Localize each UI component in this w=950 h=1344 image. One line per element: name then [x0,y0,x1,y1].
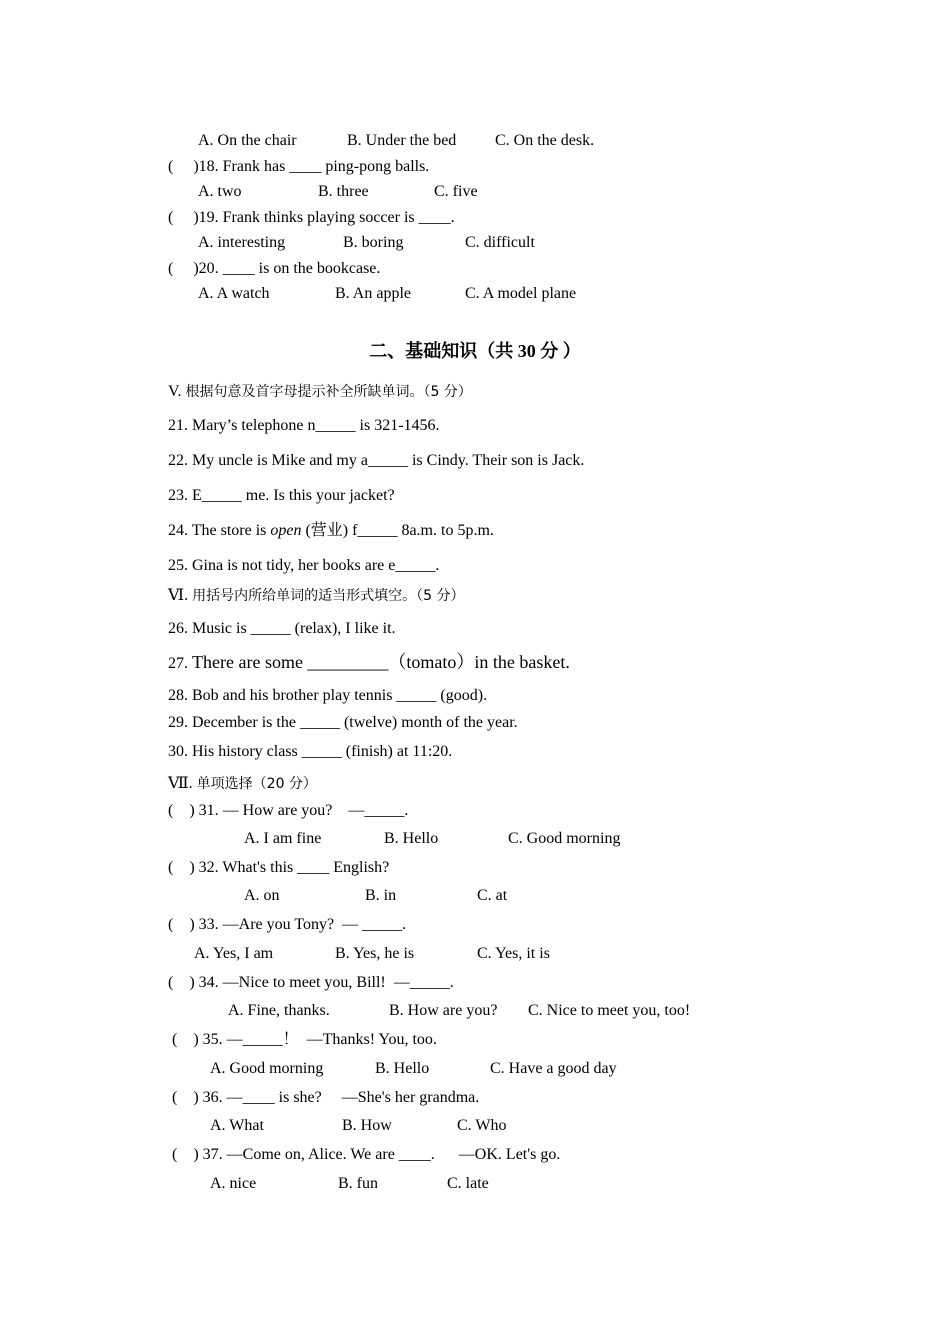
q33-option-b: B. Yes, he is [335,945,415,962]
q37-stem: ( ) 37. —Come on, Alice. We are ____. —OK. Let's go. [172,1146,561,1163]
q35-option-a: A. Good morning [210,1060,324,1077]
part6-heading-roman: Ⅵ. [168,587,193,604]
q33-stem: ( ) 33. —Are you Tony? — _____. [168,916,407,933]
q27-num: 27. [168,655,192,672]
q36-option-b: B. How [342,1117,392,1134]
part7-heading-roman: Ⅶ. [168,775,197,792]
q23: 23. E_____ me. Is this your jacket? [168,487,395,504]
q34-option-b: B. How are you? [389,1002,498,1019]
q31-option-a: A. I am fine [244,830,322,847]
part5-heading [168,382,472,402]
q37-option-a: A. nice [210,1175,257,1192]
q18-stem: ( )18. Frank has ____ ping-pong balls. [168,158,430,175]
q35-option-b: B. Hello [375,1060,430,1077]
q27-text: There are some _________（tomato）in the basket. [192,652,570,672]
q20-stem: ( )20. ____ is on the bookcase. [168,260,381,277]
q20-option-a: A. A watch [198,285,270,302]
q30: 30. His history class _____ (finish) at 11:20. [168,743,453,760]
q24-pre: 24. The store is [168,522,271,539]
q35-stem: ( ) 35. —_____！ —Thanks! You, too. [172,1031,437,1048]
q21: 21. Mary’s telephone n_____ is 321-1456. [168,417,440,434]
q26: 26. Music is _____ (relax), I like it. [168,620,396,637]
q24-post: (营业) f_____ 8a.m. to 5p.m. [301,522,494,539]
part7-heading [168,774,317,794]
q19-option-c: C. difficult [465,234,535,251]
q28: 28. Bob and his brother play tennis _____ (good). [168,687,488,704]
part7-heading-text: 单项选择（20 分） [196,776,317,792]
q17-option-a: A. On the chair [198,132,297,149]
q34-option-a: A. Fine, thanks. [228,1002,330,1019]
q36-stem: ( ) 36. —____ is she? —She's her grandma. [172,1089,480,1106]
q19-option-b: B. boring [343,234,404,251]
q37-option-b: B. fun [338,1175,378,1192]
q37-option-c: C. late [447,1175,489,1192]
q20-option-c: C. A model plane [465,285,577,302]
section-title: 二、基础知识（共 30 分 ） [369,341,581,361]
q33-option-a: A. Yes, I am [194,945,274,962]
q18-option-c: C. five [434,183,478,200]
q22: 22. My uncle is Mike and my a_____ is Cindy. Their son is Jack. [168,452,585,469]
q33-option-c: C. Yes, it is [477,945,550,962]
part6-heading-text: 用括号内所给单词的适当形式填空。（5 分） [192,588,465,604]
q31-stem: ( ) 31. — How are you? —_____. [168,802,409,819]
q31-option-c: C. Good morning [508,830,621,847]
q36-option-c: C. Who [457,1117,507,1134]
q17-option-b: B. Under the bed [347,132,457,149]
q32-stem: ( ) 32. What's this ____ English? [168,859,390,876]
q17-option-c: C. On the desk. [495,132,595,149]
q32-option-c: C. at [477,887,508,904]
q29: 29. December is the _____ (twelve) month of the year. [168,714,518,731]
q35-option-c: C. Have a good day [490,1060,617,1077]
q34-stem: ( ) 34. —Nice to meet you, Bill! —_____. [168,974,454,991]
q24 [168,521,494,541]
q32-option-a: A. on [244,887,280,904]
q27 [168,652,570,674]
q20-option-b: B. An apple [335,285,411,302]
q19-option-a: A. interesting [198,234,286,251]
q25: 25. Gina is not tidy, her books are e_____. [168,557,440,574]
part6-heading [168,586,464,606]
part5-heading-text: 根据句意及首字母提示补全所缺单词。（5 分） [185,384,472,400]
q24-italic: open [270,522,302,539]
q36-option-a: A. What [210,1117,264,1134]
q18-option-b: B. three [318,183,369,200]
q34-option-c: C. Nice to meet you, too! [528,1002,691,1019]
q31-option-b: B. Hello [384,830,439,847]
q32-option-b: B. in [365,887,397,904]
q18-option-a: A. two [198,183,242,200]
q19-stem: ( )19. Frank thinks playing soccer is ____. [168,209,455,226]
part5-heading-roman: V. [168,383,186,400]
